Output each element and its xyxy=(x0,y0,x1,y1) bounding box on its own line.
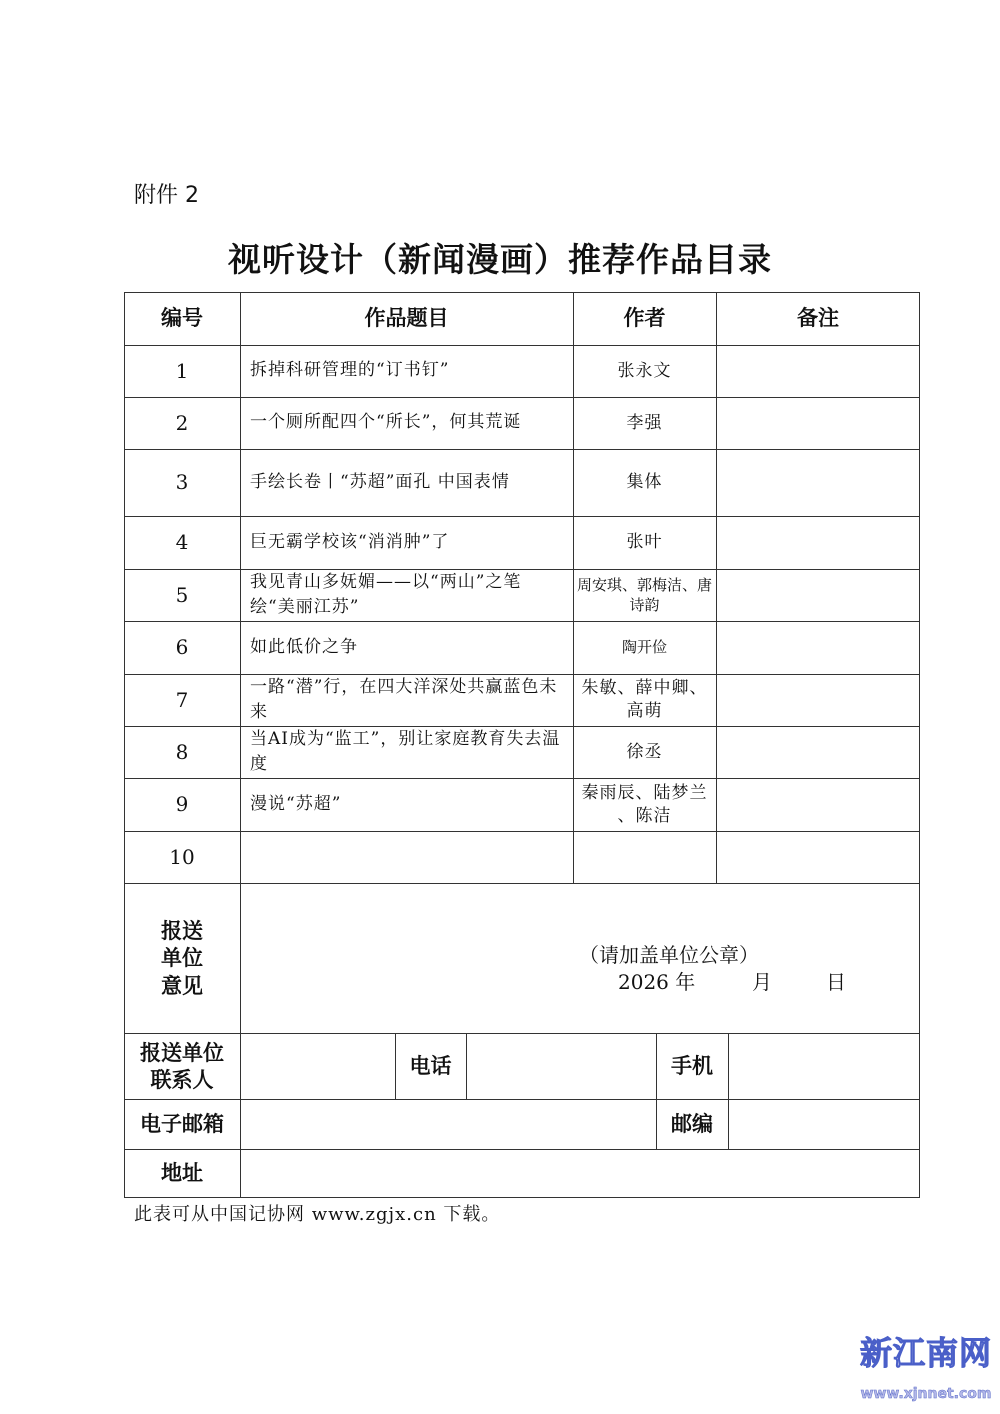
row-number: 2 xyxy=(175,410,189,435)
row-author: 徐丞 xyxy=(626,741,663,762)
phone-label: 电话 xyxy=(409,1053,452,1079)
address-label: 地址 xyxy=(161,1160,203,1186)
row-number: 10 xyxy=(169,844,195,869)
row-number: 6 xyxy=(175,635,189,659)
row-author: 集体 xyxy=(626,472,663,493)
mobile-label: 手机 xyxy=(671,1053,713,1079)
date-year: 2026 年 xyxy=(618,970,696,994)
footer-note: 此表可从中国记协网 www.zgjx.cn 下载。 xyxy=(134,1204,501,1225)
date-month: 月 xyxy=(752,970,772,994)
header-remark: 备注 xyxy=(797,305,839,331)
row-author: 朱敏、薛中卿、高萌 xyxy=(581,678,708,721)
row-title: 一个厕所配四个“所长”，何其荒诞 xyxy=(250,412,522,433)
header-work-title: 作品题目 xyxy=(364,305,449,331)
document-title: 视听设计（新闻漫画）推荐作品目录 xyxy=(228,240,772,279)
row-title: 拆掉科研管理的“订书钉” xyxy=(250,360,450,381)
row-title: 漫说“苏超” xyxy=(250,793,342,814)
row-number: 9 xyxy=(175,792,189,816)
site-watermark xyxy=(858,1328,994,1412)
watermark-site-name: 新江南网 xyxy=(859,1334,992,1372)
opinion-label-line: 报送 xyxy=(161,918,203,944)
header-number: 编号 xyxy=(161,305,203,331)
opinion-label-line: 意见 xyxy=(161,972,203,998)
header-author: 作者 xyxy=(623,305,666,331)
row-title: 手绘长卷丨“苏超”面孔 中国表情 xyxy=(250,471,510,492)
row-title: 一路“潜”行，在四大洋深处共赢蓝色未来 xyxy=(250,676,558,722)
attachment-label: 附件 2 xyxy=(134,183,199,208)
date-day: 日 xyxy=(826,970,846,994)
row-author: 张永文 xyxy=(617,360,672,381)
row-title-empty[interactable] xyxy=(240,831,573,883)
row-title: 当AI成为“监工”，别让家庭教育失去温度 xyxy=(250,728,561,774)
row-title: 如此低价之争 xyxy=(250,636,358,657)
row-author: 周安琪、郭梅洁、唐诗韵 xyxy=(577,575,713,614)
seal-note: （请加盖单位公章） xyxy=(579,943,759,967)
email-label: 电子邮箱 xyxy=(140,1111,224,1137)
row-number: 7 xyxy=(175,687,189,712)
row-title: 我见青山多妩媚——以“两山”之笔绘“美丽江苏” xyxy=(250,571,522,617)
watermark-url: www.xjnnet.com xyxy=(860,1386,992,1402)
row-number: 4 xyxy=(175,530,189,554)
row-title: 巨无霸学校该“消消肿”了 xyxy=(250,531,450,552)
row-author: 秦雨辰、陆梦兰 、陈洁 xyxy=(581,782,708,826)
row-author-empty[interactable] xyxy=(573,831,716,883)
row-number: 5 xyxy=(175,582,189,607)
row-author: 张叶 xyxy=(626,532,663,553)
row-author: 李强 xyxy=(626,412,663,433)
opinion-label xyxy=(124,883,240,1033)
contact-person-label xyxy=(124,1033,240,1099)
postcode-label: 邮编 xyxy=(671,1111,713,1137)
contact-label-line: 报送单位 xyxy=(140,1039,224,1065)
row-number: 1 xyxy=(175,358,189,383)
catalog-table xyxy=(124,292,920,1198)
opinion-label-line: 单位 xyxy=(161,945,203,971)
row-number: 3 xyxy=(175,470,189,494)
contact-label-line: 联系人 xyxy=(150,1067,214,1092)
row-number: 8 xyxy=(175,739,189,764)
row-author: 陶开俭 xyxy=(621,638,667,657)
